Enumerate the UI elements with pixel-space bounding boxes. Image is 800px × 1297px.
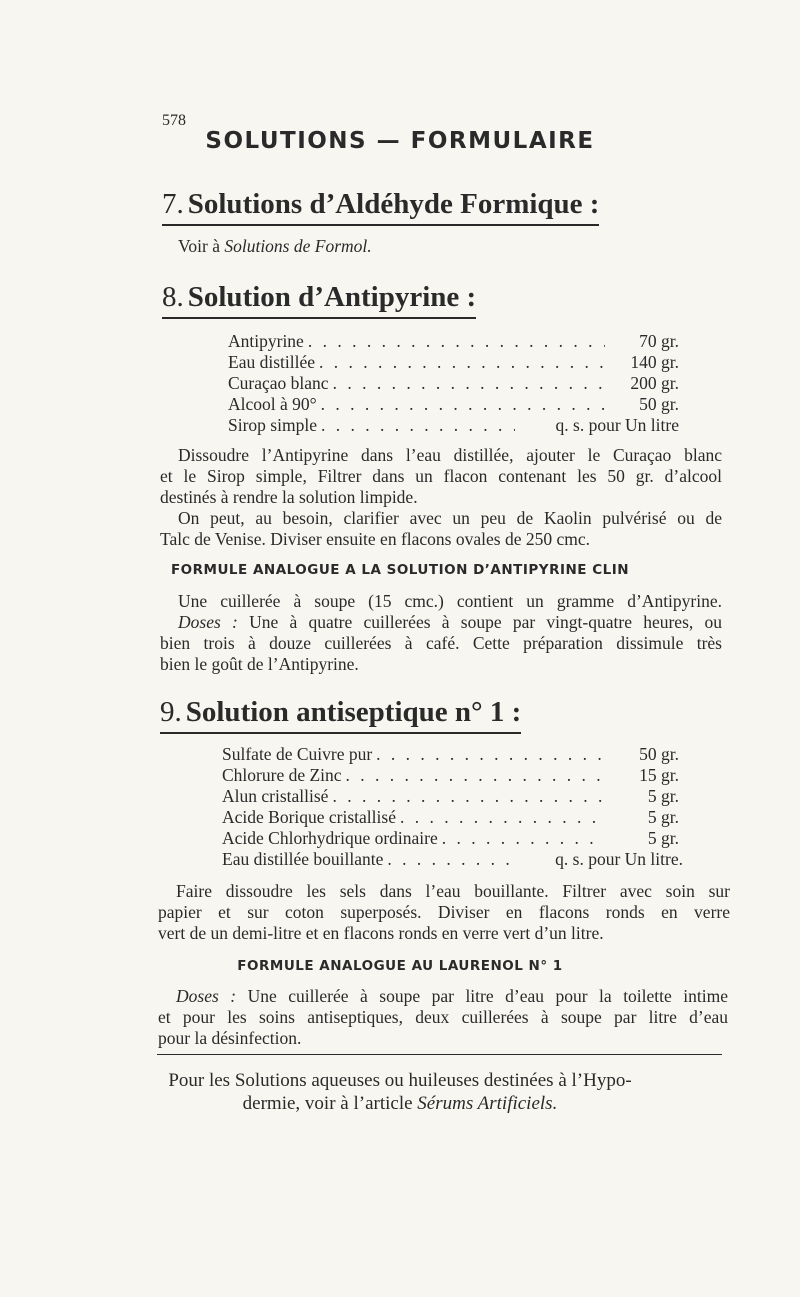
ingredient-qty: 5 gr. [647,828,679,848]
section-8-heading: Solution d’Antipyrine : [187,281,477,313]
doses-label: Doses : [176,986,237,1006]
paragraph-line: pour la désinfection. [158,1028,302,1048]
leader-dots [317,415,515,436]
ingredient-qty: q. s. pour Un litre [555,415,679,435]
doses-label: Doses : [178,612,238,632]
ingredient-qty: 200 gr. [630,373,679,393]
ingredient-name: Eau distillée bouillante [222,849,384,869]
ingredient-row [228,415,679,436]
ingredient-name: Sirop simple [228,415,317,435]
section-7-heading: Solutions d’Aldéhyde Formique : [187,188,600,220]
paragraph-line: papier et sur coton superposés. Diviser en flacons ronds en verre [158,902,730,922]
paragraph-line: bien trois à douze cuillerées à café. Cette préparation dissimule très [160,633,722,653]
leader-dots [315,352,605,373]
ingredient-name: Acide Chlorhydrique ordinaire [222,828,438,848]
section-9-paragraph [158,881,730,944]
paragraph-line: Talc de Venise. Diviser ensuite en flacons ovales de 250 cmc. [160,529,590,549]
page-header: SOLUTIONS — FORMULAIRE [205,128,595,154]
section-8-doses [160,591,722,675]
section-9-number: 9. [160,696,182,728]
ingredient-name: Antipyrine [228,331,304,351]
ingredient-qty: 15 gr. [639,765,679,785]
section-9-doses [158,986,728,1049]
ingredient-qty: 5 gr. [647,807,679,827]
section-8-title [162,281,476,319]
section-8-number: 8. [162,281,184,313]
leader-dots [328,786,605,807]
footer-note [0,1069,800,1115]
doses-line [160,612,722,633]
section-8-paragraph [160,445,722,550]
ingredient-name: Acide Borique cristallisé [222,807,396,827]
doses-line [158,986,728,1007]
ingredient-name: Curaçao blanc [228,373,329,393]
ingredient-row [228,373,679,394]
section-9-heading: Solution antiseptique n° 1 : [185,696,522,728]
leader-dots [317,394,605,415]
page-number: 578 [162,112,186,129]
leader-dots [383,849,514,870]
ingredient-qty: 70 gr. [639,331,679,351]
ingredient-row [222,765,679,786]
section-7-title [162,188,599,226]
section-8-analogue-heading: FORMULE ANALOGUE A LA SOLUTION D’ANTIPYRINE CLIN [170,562,630,578]
section-7-see-prefix: Voir à [178,236,225,256]
ingredient-name: Eau distillée [228,352,315,372]
paragraph-line: Faire dissoudre les sels dans l’eau bouillante. Filtrer avec soin sur [176,881,730,901]
paragraph-line: destinés à rendre la solution limpide. [160,487,418,507]
section-9-analogue-heading: FORMULE ANALOGUE AU LAURENOL N° 1 [237,958,563,974]
section-9-title [160,696,521,734]
ingredient-qty: q. s. pour Un litre. [555,849,683,869]
paragraph-line: On peut, au besoin, clarifier avec un peu de Kaolin pulvérisé ou de [178,508,722,528]
ingredient-qty: 50 gr. [639,744,679,764]
leader-dots [342,765,605,786]
footer-divider [157,1054,722,1055]
section-7-see-target: Solutions de Formol. [224,236,372,256]
paragraph-line: Dissoudre l’Antipyrine dans l’eau distillée, ajouter le Curaçao blanc [178,445,722,465]
ingredient-qty: 140 gr. [630,352,679,372]
doses-text: Une cuillerée à soupe par litre d’eau pour la toilette intime [236,986,728,1006]
leader-dots [396,807,605,828]
ingredient-row [222,744,679,765]
section-7-number: 7. [162,188,184,220]
doses-text: Une à quatre cuillerées à soupe par vingt-quatre heures, ou [237,612,722,632]
paragraph-line: bien le goût de l’Antipyrine. [160,654,359,674]
ingredient-row [228,331,679,352]
ingredient-row [222,786,679,807]
ingredient-name: Chlorure de Zinc [222,765,342,785]
section-7-reference [178,236,372,257]
ingredient-qty: 50 gr. [639,394,679,414]
ingredient-name: Sulfate de Cuivre pur [222,744,373,764]
leader-dots [329,373,605,394]
ingredient-qty: 5 gr. [647,786,679,806]
footer-line-2 [0,1092,800,1115]
footer-reference: Sérums Artificiels. [417,1093,558,1114]
ingredient-row [222,807,679,828]
ingredient-row [222,849,683,870]
leader-dots [304,331,605,352]
footer-line-2-text: dermie, voir à l’article [242,1093,418,1114]
paragraph-line: et pour les soins antiseptiques, deux cuillerées à soupe par litre d’eau [158,1007,728,1027]
paragraph-line: et le Sirop simple, Filtrer dans un flacon contenant les 50 gr. d’alcool [160,466,722,486]
ingredient-name: Alun cristallisé [222,786,329,806]
leader-dots [372,744,605,765]
footer-line-1: Pour les Solutions aqueuses ou huileuses destinées à l’Hypo- [168,1070,632,1091]
ingredient-name: Alcool à 90° [228,394,317,414]
ingredient-row [222,828,679,849]
paragraph-line: vert de un demi-litre et en flacons ronds en verre vert d’un litre. [158,923,604,943]
ingredient-row [228,394,679,415]
paragraph-line: Une cuillerée à soupe (15 cmc.) contient un gramme d’Antipyrine. [178,591,722,611]
leader-dots [438,828,605,849]
ingredient-row [228,352,679,373]
